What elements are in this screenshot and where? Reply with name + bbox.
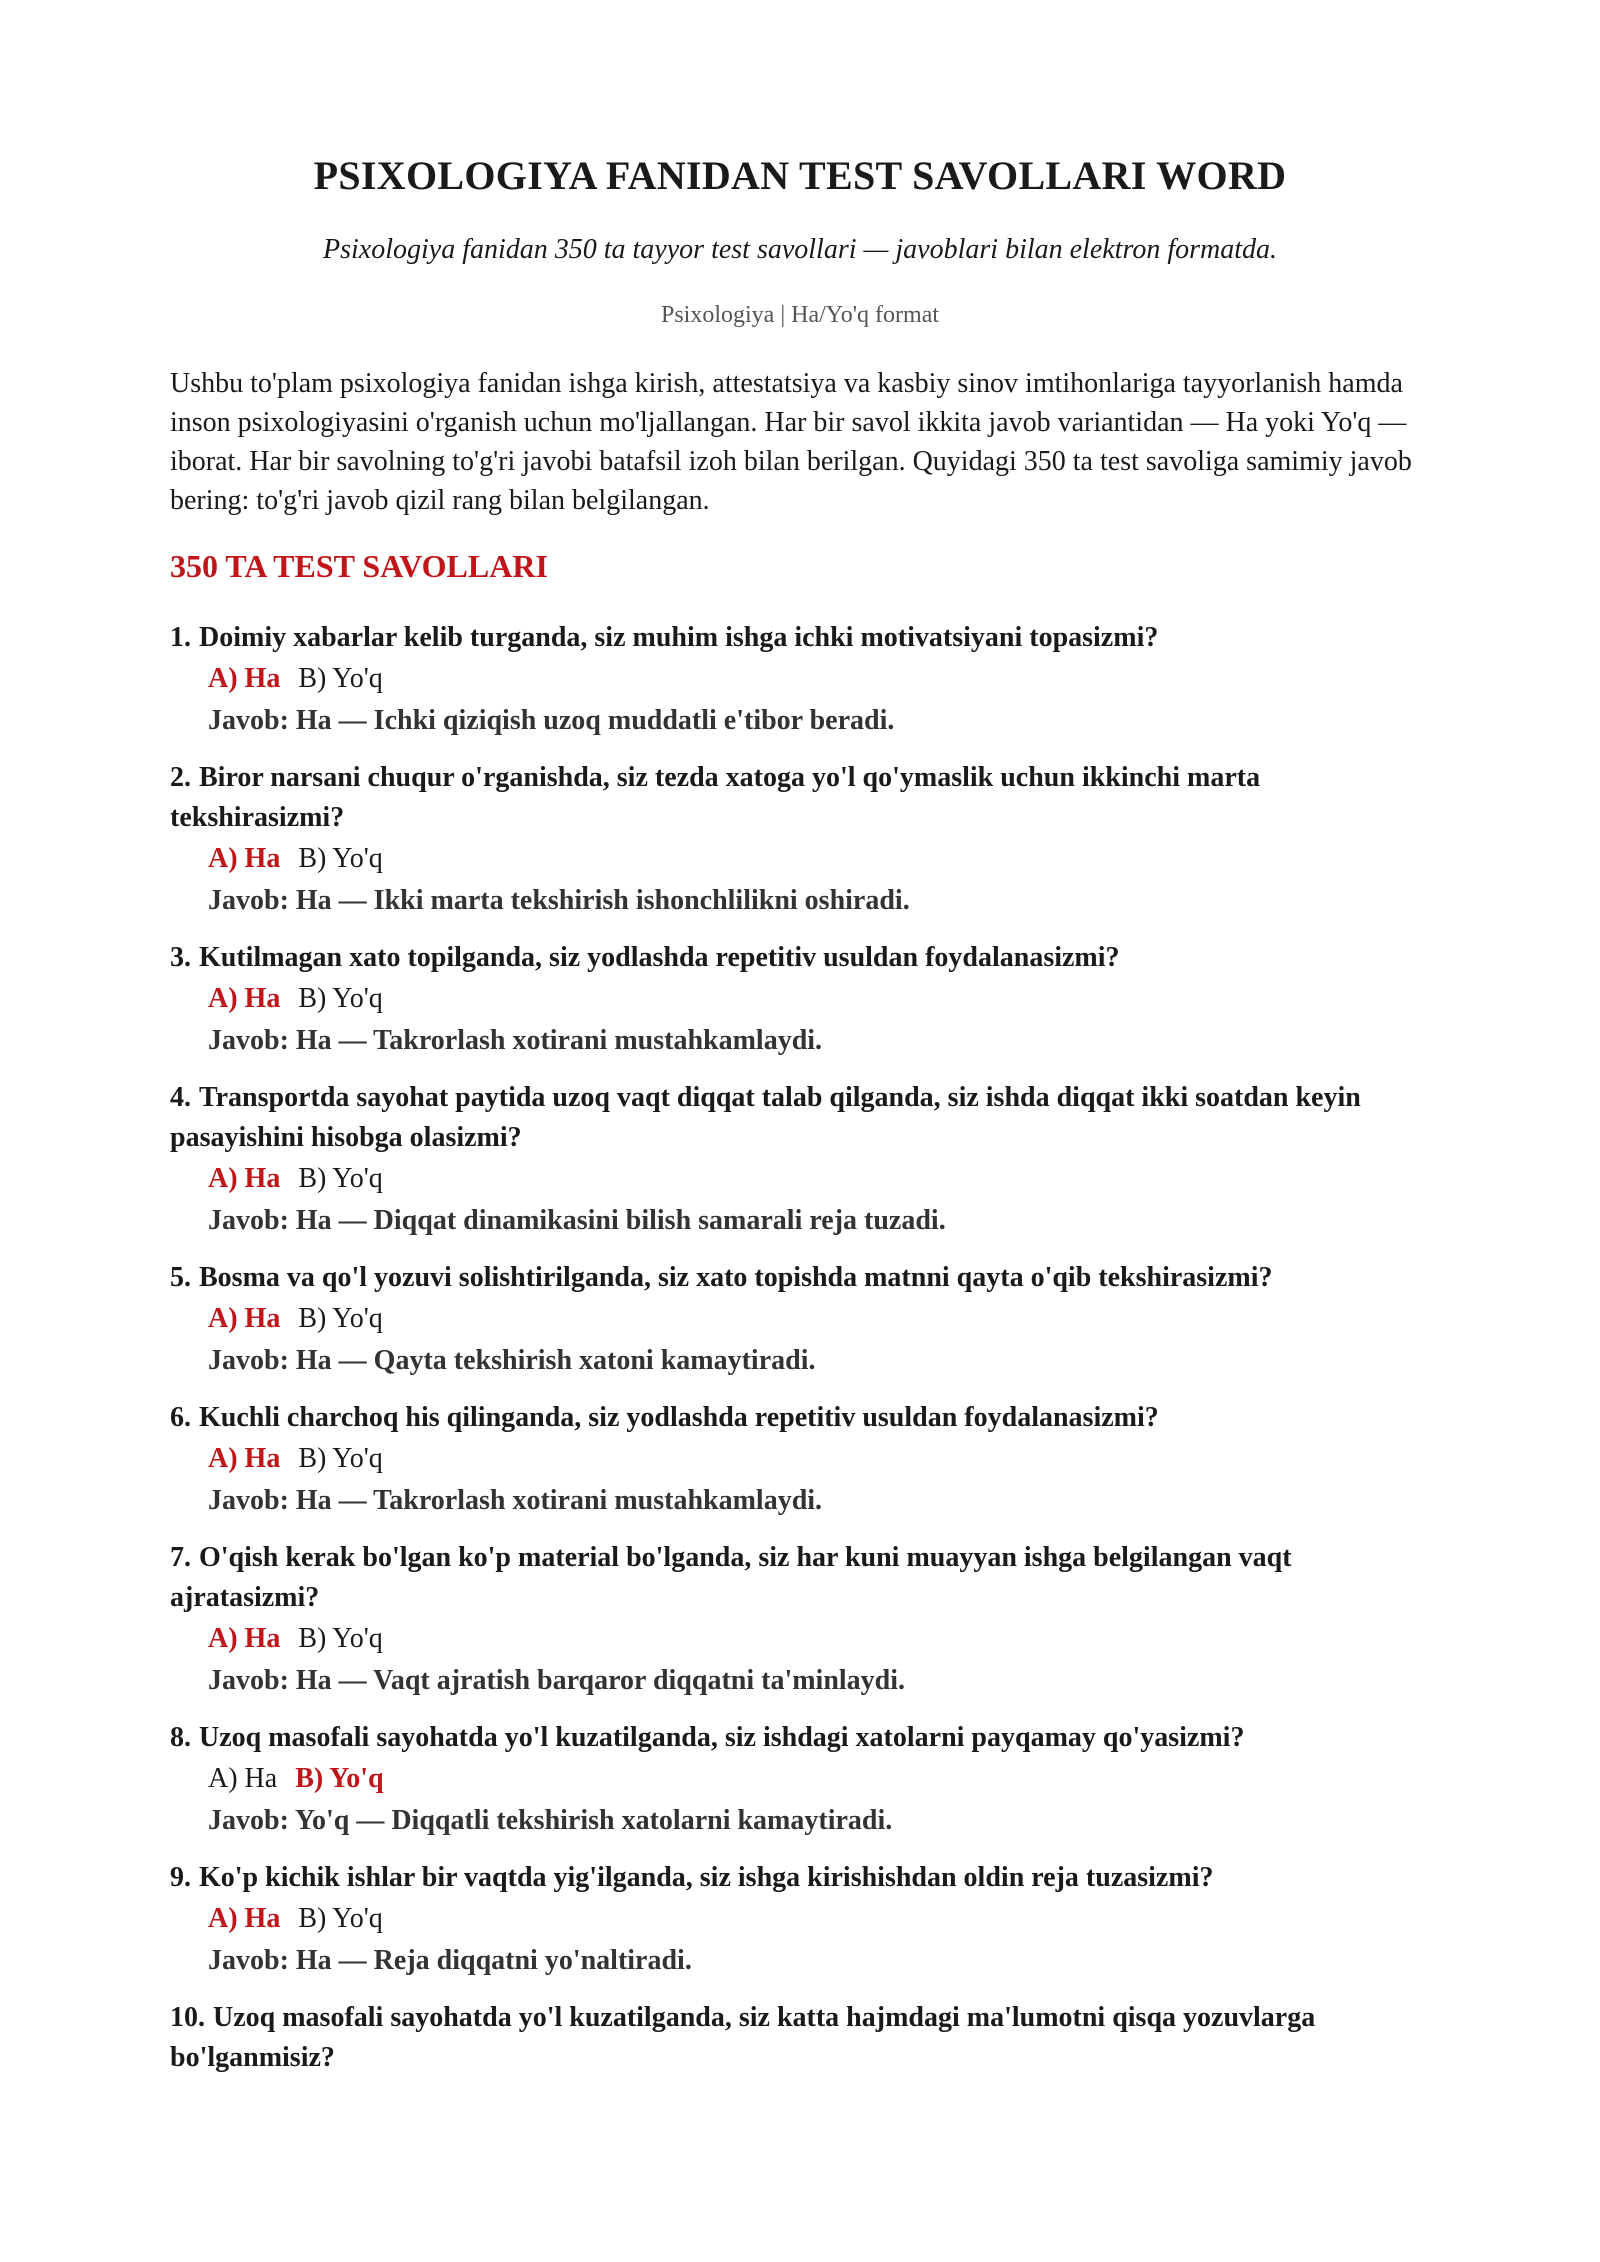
option-b: B) Yo'q <box>298 1303 383 1334</box>
question-item <box>170 1538 1430 1702</box>
page-title: PSIXOLOGIYA FANIDAN TEST SAVOLLARI WORD <box>313 153 1287 198</box>
answer-options <box>170 838 1430 880</box>
question-text: Bosma va qo'l yozuvi solishtirilganda, siz xato topishda matnni qayta o'qib tekshirasizmi? <box>199 1262 1273 1293</box>
answer-options <box>170 978 1430 1020</box>
question-text: Doimiy xabarlar kelib turganda, siz muhim ishga ichki motivatsiyani topasizmi? <box>199 622 1159 653</box>
question-text-line <box>170 1718 1430 1758</box>
option-b: B) Yo'q <box>298 1903 383 1934</box>
option-b: B) Yo'q <box>298 663 383 694</box>
question-text-line <box>170 1398 1430 1438</box>
question-text: Kuchli charchoq his qilinganda, siz yodlashda repetitiv usuldan foydalanasizmi? <box>199 1402 1159 1433</box>
question-text: Kutilmagan xato topilganda, siz yodlashda repetitiv usuldan foydalanasizmi? <box>199 942 1120 973</box>
question-text-line <box>170 1858 1430 1898</box>
question-text-line <box>170 1078 1430 1158</box>
question-number: 4. <box>170 1082 191 1113</box>
answer-options <box>170 1758 1430 1800</box>
question-text: Uzoq masofali sayohatda yo'l kuzatilganda, siz ishdagi xatolarni payqamay qo'yasizmi? <box>199 1722 1245 1753</box>
answer-options <box>170 1158 1430 1200</box>
question-number: 1. <box>170 622 191 653</box>
question-number: 8. <box>170 1722 191 1753</box>
option-a: A) Ha <box>208 1443 281 1474</box>
question-number: 10. <box>170 2002 205 2033</box>
option-a: A) Ha <box>208 663 281 694</box>
question-number: 6. <box>170 1402 191 1433</box>
question-text-line <box>170 618 1430 658</box>
option-b: B) Yo'q <box>295 1763 384 1794</box>
question-item <box>170 1718 1430 1842</box>
answer-explanation: Javob: Ha — Vaqt ajratish barqaror diqqatni ta'minlaydi. <box>208 1665 906 1696</box>
question-text-line <box>170 938 1430 978</box>
question-text-line <box>170 1998 1430 2078</box>
question-text: O'qish kerak bo'lgan ko'p material bo'lganda, siz har kuni muayyan ishga belgilangan vaqt ajratasizmi? <box>170 1542 1292 1613</box>
page-subtitle: Psixologiya fanidan 350 ta tayyor test savollari — javoblari bilan elektron formatda. <box>323 234 1277 265</box>
question-item <box>170 758 1430 922</box>
option-b: B) Yo'q <box>298 1443 383 1474</box>
option-a: A) Ha <box>208 843 281 874</box>
question-number: 7. <box>170 1542 191 1573</box>
question-text-line <box>170 1538 1430 1618</box>
option-a: A) Ha <box>208 1163 281 1194</box>
option-b: B) Yo'q <box>298 1623 383 1654</box>
answer-options <box>170 1618 1430 1660</box>
answer-explanation: Javob: Ha — Reja diqqatni yo'naltiradi. <box>208 1945 692 1976</box>
option-b: B) Yo'q <box>298 1163 383 1194</box>
answer-explanation: Javob: Ha — Ikki marta tekshirish ishonchlilikni oshiradi. <box>208 885 910 916</box>
answer-options <box>170 1898 1430 1940</box>
question-text-line <box>170 1258 1430 1298</box>
question-item <box>170 1258 1430 1382</box>
question-number: 5. <box>170 1262 191 1293</box>
question-text: Uzoq masofali sayohatda yo'l kuzatilganda, siz katta hajmdagi ma'lumotni qisqa yozuvlarga bo'lganmisiz? <box>170 2002 1316 2073</box>
category-meta: Psixologiya | Ha/Yo'q format <box>660 302 940 328</box>
question-list <box>170 618 1430 2094</box>
question-item <box>170 618 1430 742</box>
question-text: Ko'p kichik ishlar bir vaqtda yig'ilganda, siz ishga kirishishdan oldin reja tuzasizmi? <box>199 1862 1214 1893</box>
question-item <box>170 1398 1430 1522</box>
question-item <box>170 1998 1430 2078</box>
question-text-line <box>170 758 1430 838</box>
question-text: Biror narsani chuqur o'rganishda, siz tezda xatoga yo'l qo'ymaslik uchun ikkinchi marta tekshirasizmi? <box>170 762 1261 833</box>
question-text: Transportda sayohat paytida uzoq vaqt diqqat talab qilganda, siz ishda diqqat ikki soatdan keyin pasayishini hisobga olasizmi? <box>170 1082 1361 1153</box>
question-number: 9. <box>170 1862 191 1893</box>
option-a: A) Ha <box>208 983 281 1014</box>
answer-explanation: Javob: Ha — Diqqat dinamikasini bilish samarali reja tuzadi. <box>208 1205 946 1236</box>
intro-paragraph: Ushbu to'plam psixologiya fanidan ishga kirish, attestatsiya va kasbiy sinov imtihonlariga tayyorlanish hamda inson psixologiyasini o'rganish uchun mo'ljallangan. Har bir savol ikkita javob variantidan — Ha yoki Yo'q — iborat. Har bir savolning to'g'ri javobi batafsil izoh bilan berilgan. Quyidagi 350 ta test savoliga samimiy javob bering: to'g'ri javob qizil rang bilan belgilangan. <box>170 368 1412 516</box>
option-a: A) Ha <box>208 1303 281 1334</box>
option-a: A) Ha <box>208 1763 278 1794</box>
answer-options <box>170 658 1430 700</box>
option-b: B) Yo'q <box>298 843 383 874</box>
answer-options <box>170 1298 1430 1340</box>
answer-explanation: Javob: Ha — Qayta tekshirish xatoni kamaytiradi. <box>208 1345 816 1376</box>
question-item <box>170 938 1430 1062</box>
question-item <box>170 1078 1430 1242</box>
question-number: 3. <box>170 942 191 973</box>
answer-explanation: Javob: Ha — Takrorlash xotirani mustahkamlaydi. <box>208 1485 823 1516</box>
question-item <box>170 1858 1430 1982</box>
option-b: B) Yo'q <box>298 983 383 1014</box>
section-heading: 350 TA TEST SAVOLLARI <box>170 548 548 584</box>
option-a: A) Ha <box>208 1623 281 1654</box>
answer-options <box>170 1438 1430 1480</box>
answer-explanation: Javob: Yo'q — Diqqatli tekshirish xatolarni kamaytiradi. <box>208 1805 893 1836</box>
question-number: 2. <box>170 762 191 793</box>
answer-explanation: Javob: Ha — Ichki qiziqish uzoq muddatli e'tibor beradi. <box>208 705 895 736</box>
option-a: A) Ha <box>208 1903 281 1934</box>
answer-explanation: Javob: Ha — Takrorlash xotirani mustahkamlaydi. <box>208 1025 823 1056</box>
